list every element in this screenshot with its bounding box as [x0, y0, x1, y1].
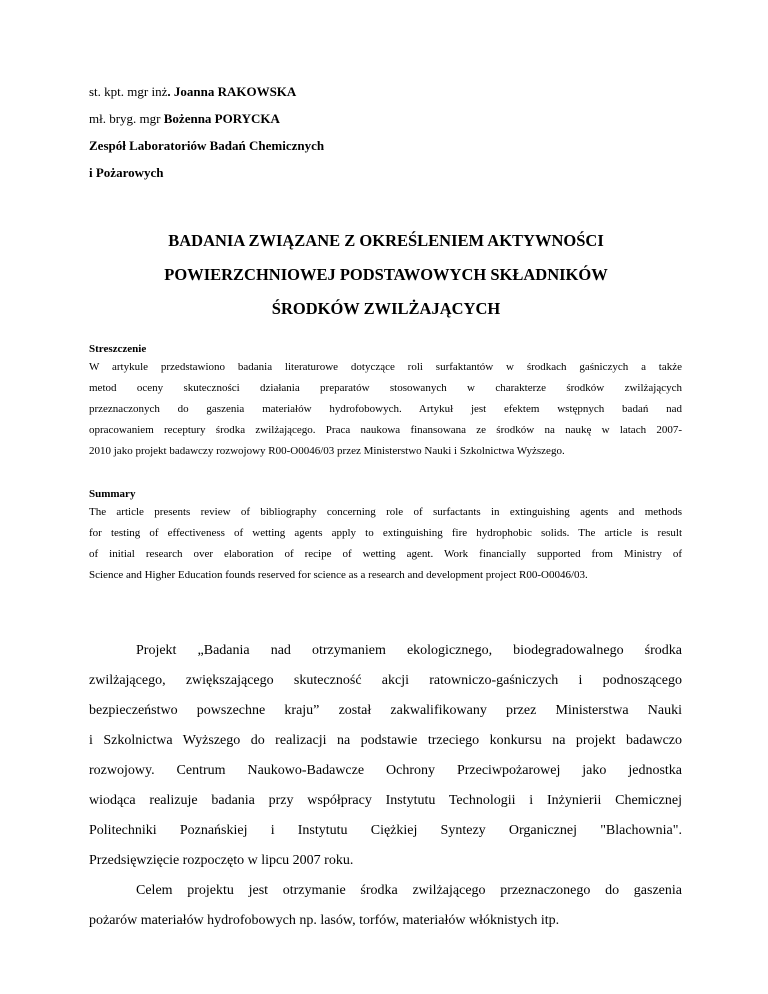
summary-line: of initial research over elaboration of recipe of wetting agent. Work financially supported from Ministry of: [89, 548, 682, 560]
author-1-name: . Joanna RAKOWSKA: [167, 84, 297, 99]
body-line: i Szkolnictwa Wyższego do realizacji na podstawie trzeciego konkursu na projekt badawczo: [89, 733, 682, 748]
author-line-1: [89, 78, 489, 105]
body-line: Celem projektu jest otrzymanie środka zwilżającego przeznaczonego do gaszenia: [136, 883, 682, 898]
author-2-name: Bożenna PORYCKA: [163, 111, 280, 126]
body-line: zwilżającego, zwiększającego skuteczność akcji ratowniczo-gaśniczych i podnoszącego: [89, 673, 682, 688]
summary-line: Science and Higher Education founds reserved for science as a research and development project R00-O0046/03.: [89, 569, 588, 581]
abstract-line: metod oceny skuteczności działania preparatów stosowanych w charakterze środków zwilżających: [89, 382, 682, 394]
author-block: [89, 78, 489, 186]
abstract-english-text: [89, 502, 682, 586]
body-line: pożarów materiałów hydrofobowych np. lasów, torfów, materiałów włóknistych itp.: [89, 913, 560, 928]
affiliation-line-1: Zespół Laboratoriów Badań Chemicznych: [89, 138, 325, 153]
body-line: Politechniki Poznańskiej i Instytutu Ciężkiej Syntezy Organicznej "Blachownia".: [89, 823, 682, 838]
summary-line: for testing of effectiveness of wetting agents apply to extinguishing fire hydrophobic solids. The article is result: [89, 527, 682, 539]
author-1-rank: st. kpt. mgr inż: [89, 84, 168, 99]
title-line-3: ŚRODKÓW ZWILŻAJĄCYCH: [271, 299, 501, 318]
title-line-1: BADANIA ZWIĄZANE Z OKREŚLENIEM AKTYWNOŚCI: [168, 231, 604, 250]
affiliation-line-2: i Pożarowych: [89, 165, 164, 180]
abstract-polish-text: [89, 357, 682, 462]
body-line: wiodąca realizuje badania przy współpracy Instytutu Technologii i Inżynierii Chemicznej: [89, 793, 682, 808]
abstract-line: opracowaniem receptury środka zwilżającego. Praca naukowa finansowana ze środków na naukę w latach 2007-: [89, 424, 682, 436]
author-2-rank: mł. bryg. mgr: [89, 111, 164, 126]
abstract-polish-heading: Streszczenie: [89, 343, 147, 355]
abstract-english: [89, 486, 682, 586]
abstract-line: 2010 jako projekt badawczy rozwojowy R00-O0046/03 przez Ministerstwo Nauki i Szkolnictwa Wyższego.: [89, 445, 565, 457]
abstract-line: W artykule przedstawiono badania literaturowe dotyczące roli surfaktantów w środkach gaśniczych a także: [89, 361, 682, 373]
article-title: [90, 224, 682, 326]
abstract-polish: [89, 341, 682, 462]
body-line: rozwojowy. Centrum Naukowo-Badawcze Ochrony Przeciwpożarowej jako jednostka: [89, 763, 682, 778]
summary-line: The article presents review of bibliography concerning role of surfactants in extinguishing agents and methods: [89, 506, 682, 518]
author-line-2: [89, 105, 489, 132]
abstract-english-heading: Summary: [89, 488, 136, 500]
body-line: Projekt „Badania nad otrzymaniem ekologicznego, biodegradowalnego środka: [136, 643, 682, 658]
body-line: bezpieczeństwo powszechne kraju” został zakwalifikowany przez Ministerstwa Nauki: [89, 703, 682, 718]
abstract-line: przeznaczonych do gaszenia materiałów hydrofobowych. Artykuł jest efektem wstępnych badań nad: [89, 403, 682, 415]
body-line: Przedsięwzięcie rozpoczęto w lipcu 2007 roku.: [89, 853, 354, 868]
title-line-2: POWIERZCHNIOWEJ PODSTAWOWYCH SKŁADNIKÓW: [164, 265, 608, 284]
body-text: [89, 636, 682, 936]
